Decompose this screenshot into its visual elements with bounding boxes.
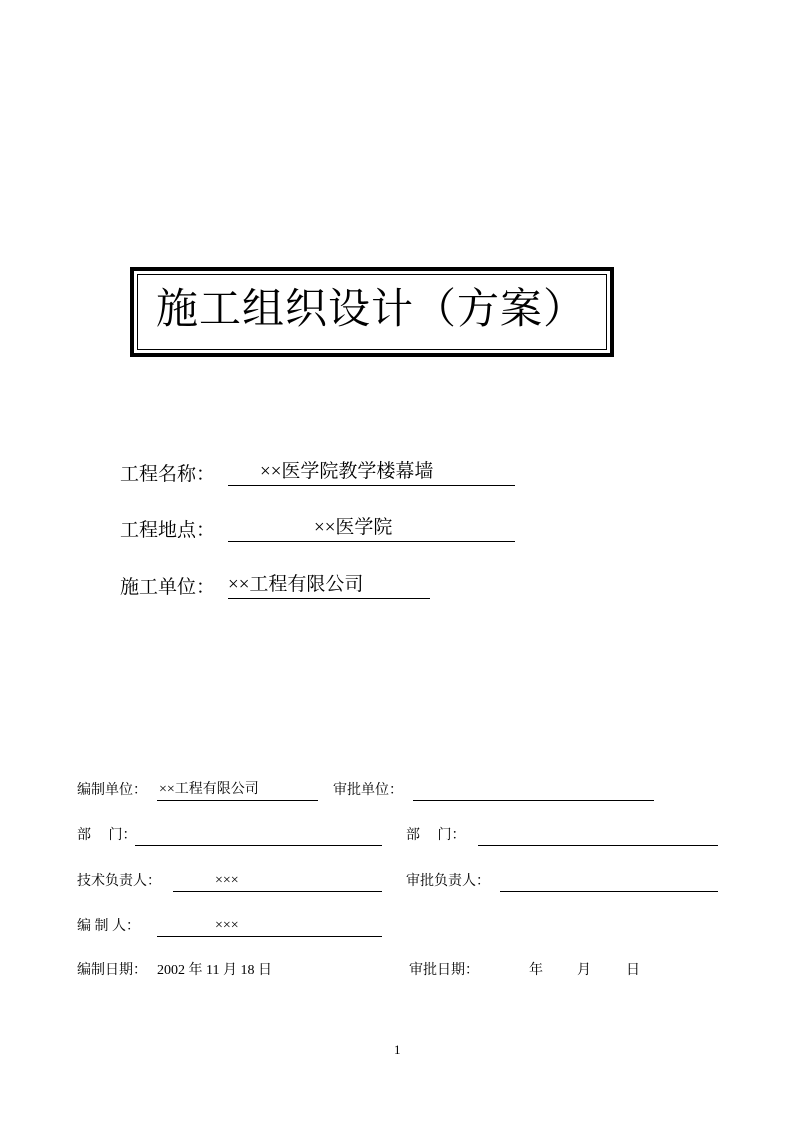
- dept-label-left: 部 门：: [77, 828, 137, 843]
- project-location-value: ××医学院: [314, 517, 393, 538]
- contractor-field: [228, 576, 430, 599]
- approve-date-year: 年: [529, 963, 543, 978]
- title-box: [130, 267, 614, 357]
- compile-unit-field: [157, 782, 318, 801]
- project-name-label: 工程名称：: [120, 464, 216, 485]
- dept-label-right: 部 门：: [406, 828, 466, 843]
- compile-date-label: 编制日期：: [77, 963, 147, 978]
- tech-lead-label: 技术负责人：: [77, 874, 161, 889]
- tech-lead-field: [173, 873, 382, 892]
- approve-date-label: 审批日期：: [409, 963, 479, 978]
- compiler-value: ×××: [215, 918, 239, 933]
- approve-date-month: 月: [577, 963, 591, 978]
- contractor-label: 施工单位：: [120, 577, 216, 598]
- dept-field-right: [478, 827, 718, 846]
- contractor-value: ××工程有限公司: [228, 574, 364, 595]
- document-title: 施工组织设计（方案）: [156, 287, 587, 333]
- approve-date-day: 日: [626, 963, 640, 978]
- compiler-field: [157, 918, 382, 937]
- compile-date-value: 2002 年 11 月 18 日: [157, 963, 272, 978]
- project-name-value: ××医学院教学楼幕墙: [260, 461, 434, 482]
- tech-lead-value: ×××: [215, 873, 239, 888]
- dept-field-left: [135, 827, 382, 846]
- project-location-field: [228, 519, 515, 542]
- approve-unit-label: 审批单位：: [333, 783, 403, 798]
- approve-lead-field: [500, 873, 718, 892]
- approve-unit-field: [413, 782, 654, 801]
- compile-unit-label: 编制单位：: [77, 783, 147, 798]
- compile-unit-value: ××工程有限公司: [159, 782, 259, 797]
- page-number: 1: [394, 1042, 401, 1057]
- project-name-field: [228, 463, 515, 486]
- compiler-label: 编 制 人：: [77, 919, 140, 934]
- approve-lead-label: 审批负责人：: [406, 874, 490, 889]
- project-location-label: 工程地点：: [120, 520, 216, 541]
